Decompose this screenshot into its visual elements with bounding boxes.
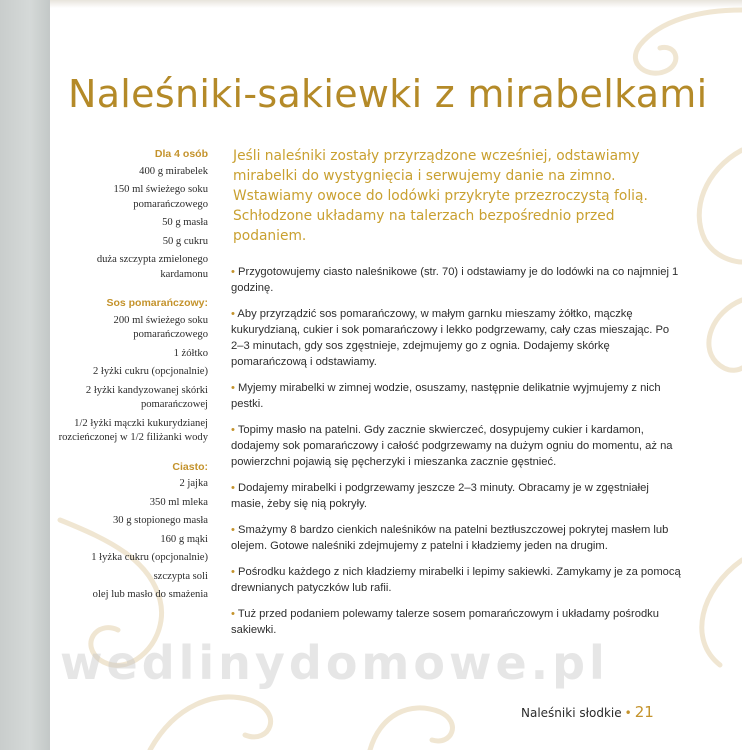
ingredient-item: 50 g masła (162, 217, 208, 228)
ingredient-item: duża szczypta zmielonego kardamonu (96, 254, 208, 280)
step-text: Aby przyrządzić sos pomarańczowy, w małym garnku mieszamy żółtko, mączkę kukurydzianą, cukier i sok pomarańczowy i lekko podgrzewamy, cały czas mieszając. Po 2–3 minutach, gdy sos zgęstnieje, zdejmujemy go z ognia. Dodajemy skórkę pomarańczową i odstawiamy. (231, 308, 670, 368)
ingredients-sidebar (58, 147, 208, 603)
step-text: Przygotowujemy ciasto naleśnikowe (str. 70) i odstawiamy je do lodówki na co najmniej 1 godzinę. (231, 266, 679, 294)
recipe-step (231, 306, 681, 370)
ingredient-item: 200 ml świeżego soku pomarańczowego (113, 314, 208, 340)
watermark: wedlinydomowe.pl (60, 636, 609, 690)
ingredient-item: 160 g mąki (160, 533, 208, 545)
swirl-right-lower (709, 300, 742, 370)
step-text: Myjemy mirabelki w zimnej wodzie, osuszamy, następnie delikatnie wyjmujemy z nich pestki. (231, 382, 661, 410)
recipe-steps (231, 264, 681, 648)
bullet-icon: • (231, 382, 235, 394)
swirl-top-right (635, 10, 742, 73)
bullet-icon: • (231, 608, 235, 620)
recipe-intro: Jeśli naleśniki zostały przyrządzone wcześniej, odstawiamy mirabelki do wystygnięcia i serwujemy danie na zimno. Wstawiamy owoce do lodówki przykryte przezroczystą folią. Schłodzone układamy na talerzach bezpośrednio przed podaniem. (233, 148, 648, 244)
swirl-bottom-right (702, 560, 742, 665)
ingredient-item: szczypta soli (153, 570, 208, 582)
bullet-icon: • (231, 482, 235, 494)
recipe-step (231, 522, 681, 554)
ingredient-item: 2 łyżki cukru (opcjonalnie) (92, 366, 208, 377)
step-text: Dodajemy mirabelki i podgrzewamy jeszcze 2–3 minuty. Obracamy je w zgęstniałej masie, żeby się nią pokryły. (231, 482, 649, 510)
ingredient-item: 30 g stopionego masła (112, 515, 208, 526)
ingredient-item: 1 żółtko (173, 347, 208, 359)
page-number: 21 (634, 703, 654, 721)
ingredient-item: 1/2 łyżki mączki kukurydzianej rozcieńczonej w 1/2 filiżanki wody (58, 417, 208, 443)
bullet-icon: • (624, 706, 632, 720)
step-text: Topimy masło na patelni. Gdy zacznie skwierczeć, dosypujemy cukier i kardamon, dodajemy sok pomarańczowy i całość podgrzewamy na dużym ogniu do momentu, aż na powierzchni pojawią się pęcherzyki i mieszanka zacznie gęstnieć. (231, 424, 673, 468)
ingredients-section-sauce (58, 296, 208, 446)
recipe-step (231, 480, 681, 512)
recipe-step (231, 564, 681, 596)
bullet-icon: • (231, 566, 235, 578)
swirl-bottom-center (370, 708, 452, 750)
bullet-icon: • (231, 266, 235, 278)
ingredient-item: 150 ml świeżego soku pomarańczowego (113, 184, 208, 210)
section-heading: Sos pomarańczowy: (106, 297, 208, 309)
step-text: Pośrodku każdego z nich kładziemy mirabelki i lepimy sakiewki. Zamykamy je za pomocą drewnianych patyczków lub rafii. (231, 566, 681, 594)
ingredient-item: 1 łyżka cukru (opcjonalnie) (91, 552, 208, 563)
bullet-icon: • (231, 308, 235, 320)
bullet-icon: • (231, 424, 235, 436)
recipe-step (231, 422, 681, 470)
section-heading: Ciasto: (172, 460, 208, 473)
ingredient-item: 350 ml mleka (149, 496, 208, 508)
swirl-bottom-left (150, 697, 271, 750)
bullet-icon: • (231, 524, 235, 536)
step-text: Tuż przed podaniem polewamy talerze sosem pomarańczowym i układamy pośrodku sakiewki. (231, 608, 659, 636)
page-footer (521, 703, 654, 721)
recipe-title: Naleśniki-sakiewki z mirabelkami (68, 72, 708, 116)
recipe-step (231, 264, 681, 296)
swirl-right-middle (699, 150, 742, 262)
recipe-step (231, 606, 681, 638)
ingredient-item: 400 g mirabelek (139, 165, 208, 177)
recipe-step (231, 380, 681, 412)
footer-section-name: Naleśniki słodkie (521, 706, 622, 720)
ingredient-item: 2 jajka (179, 478, 208, 489)
ingredient-item: olej lub masło do smażenia (92, 589, 208, 600)
ingredients-section-servings (58, 147, 208, 282)
section-heading: Dla 4 osób (154, 148, 208, 160)
ingredient-item: 2 łyżki kandyzowanej skórki pomarańczowej (85, 384, 208, 410)
ingredients-section-batter (58, 460, 208, 603)
ingredient-item: 50 g cukru (162, 235, 208, 247)
step-text: Smażymy 8 bardzo cienkich naleśników na patelni beztłuszczowej pokrytej masłem lub olejem. Gotowe naleśniki zdejmujemy z patelni i kładziemy jeden na drugim. (231, 524, 669, 552)
